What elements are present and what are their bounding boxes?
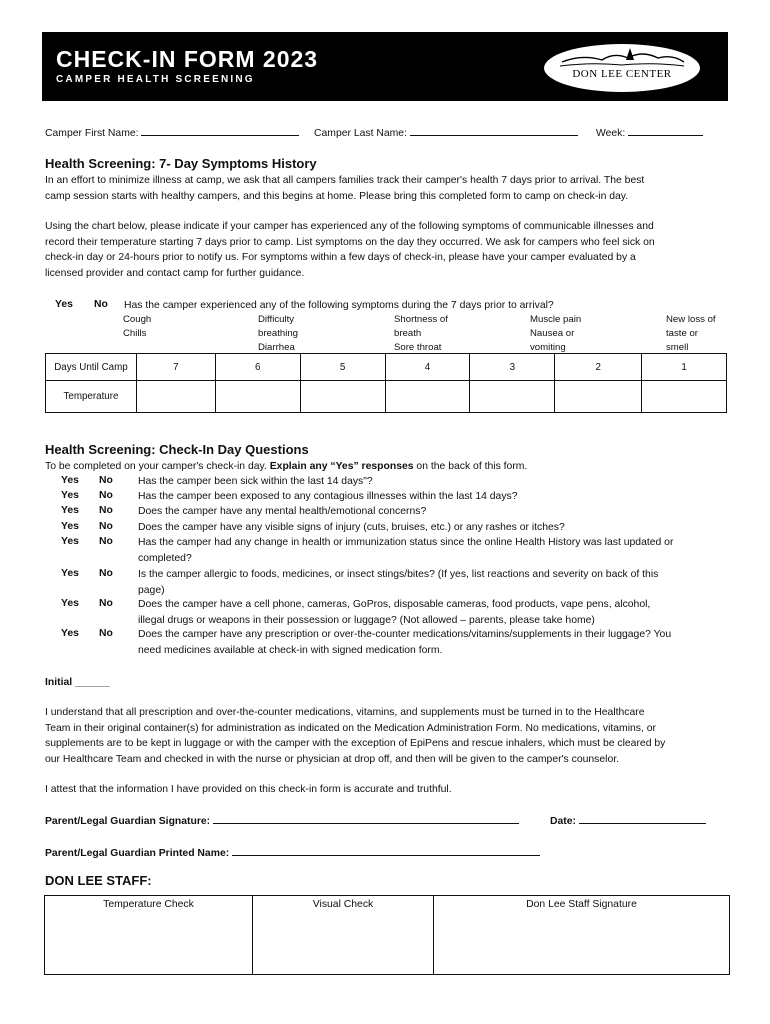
day-cell: 4 [385,354,470,381]
camper-first-name-row [45,125,299,142]
attestation: I attest that the information I have provided on this check-in form is accurate and truthful. [45,784,452,795]
question-text [138,597,728,628]
question-line: need medicines available at check-in with signed medication form. [138,644,443,656]
intro-text: To be completed on your camper's check-in day. [45,461,270,472]
symptom-col-2 [258,313,298,355]
symptom-item: Sore throat [394,342,442,353]
symptom-item: Nausea or [530,328,575,339]
week-label: Week: [596,128,626,139]
question-yes-option[interactable]: Yes [61,628,79,639]
para-line: licensed provider and contact camp for further guidance. [45,267,305,279]
temperature-input-cell[interactable] [136,381,215,413]
temperature-input-cell[interactable] [385,381,470,413]
para-line: record their temperature starting 7 days prior to camp. List symptoms on the day they occurred. We ask for campers who feel sick on [45,236,655,248]
question-no-option[interactable]: No [99,568,113,579]
day-cell: 7 [136,354,215,381]
visual-check-cell[interactable] [253,896,434,974]
symptoms-intro-paragraph [45,173,725,204]
question-no-option[interactable]: No [99,598,113,609]
printed-name-field[interactable] [232,845,540,856]
first-name-label: Camper First Name: [45,128,139,139]
day-cell: 5 [300,354,385,381]
question-no-option[interactable]: No [99,505,113,516]
intro-text: on the back of this form. [413,461,528,472]
temperature-label: Temperature [46,381,137,413]
question-line: Does the camper have a cell phone, cameras, GoPros, disposable cameras, food products, vape pens, alcohol, [138,599,651,610]
symptom-item: Muscle pain [530,314,582,325]
day-cell: 6 [215,354,300,381]
day-cell: 1 [642,354,727,381]
symptom-item: Chills [123,328,147,339]
symptoms-history-heading: Health Screening: 7- Day Symptoms History [45,156,317,171]
guardian-signature-row [45,813,519,830]
form-subtitle: CAMPER HEALTH SCREENING [56,74,255,85]
para-line: check-in day or 24-hours prior to notify us. For symptoms within a few days of check-in, please have your camper evaluated by a [45,252,636,263]
logo-text: DON LEE CENTER [572,68,672,80]
temperature-input-cell[interactable] [470,381,555,413]
temperature-input-cell[interactable] [215,381,300,413]
temperature-row [46,381,727,413]
question-line: Has the camper been sick within the last 14 days"? [138,476,373,487]
temperature-check-cell[interactable] [45,896,253,974]
symptom-col-1 [123,313,151,341]
symptom-col-5 [666,313,716,355]
guardian-signature-field[interactable] [213,813,519,824]
para-line: I understand that all prescription and over-the-counter medications, vitamins, and supplements must be turned in to the Healthcare [45,707,645,718]
symptom-item: Difficulty [258,314,295,325]
symptom-item: New loss of [666,314,716,325]
date-field[interactable] [579,813,706,824]
date-row [550,813,706,830]
symptom-item: Cough [123,314,152,325]
medication-statement [45,705,725,767]
form-title: CHECK-IN FORM 2023 [56,46,319,72]
symptom-item: breathing [258,328,299,339]
symptom-col-3 [394,313,448,355]
check-in-intro [45,459,527,475]
staff-heading: DON LEE STAFF: [45,873,152,888]
week-row [596,125,703,142]
symptom-item: Shortness of [394,314,448,325]
symptom-item: Diarrhea [258,342,295,353]
guardian-signature-label: Parent/Legal Guardian Signature: [45,816,211,827]
question-text [138,474,728,490]
days-row [46,354,727,381]
question-text [138,567,728,598]
printed-name-row [45,845,540,862]
question-no-option[interactable]: No [99,490,113,501]
question-line: Has the camper had any change in health or immunization status since the online Health History was last updated or [138,537,674,548]
day-cell: 2 [555,354,642,381]
question-line: Does the camper have any visible signs of injury (cuts, bruises, etc.) or any rashes or itches? [138,522,565,533]
question-no-option[interactable]: No [99,521,113,532]
question-no-option[interactable]: No [99,628,113,639]
days-until-camp-label: Days Until Camp [46,354,137,381]
temperature-input-cell[interactable] [555,381,642,413]
check-in-questions-heading: Health Screening: Check-In Day Questions [45,442,309,457]
temperature-input-cell[interactable] [642,381,727,413]
question-line: page) [138,584,165,596]
symptom-item: taste or [666,328,698,339]
para-line: our Healthcare Team and checked in with the nurse or physician at drop off, and then will be given to the camper's counselor. [45,753,619,765]
question-yes-option[interactable]: Yes [61,475,79,486]
para-line: In an effort to minimize illness at camp, we ask that all campers families track their camper's health 7 days prior to arrival. The best [45,175,645,186]
question-line: Is the camper allergic to foods, medicines, or insect stings/bites? (If yes, list reactions and severity on back of this [138,569,659,580]
para-line: camp session starts with healthy campers, and this begins at home. Please bring this completed form to camp on check-in day. [45,190,629,202]
first-name-field[interactable] [141,125,299,136]
para-line: Using the chart below, please indicate if your camper has experienced any of the following symptoms of communicable illnesses and [45,221,654,232]
question-line: Does the camper have any mental health/emotional concerns? [138,506,427,517]
question-text [138,504,728,520]
symptom-item: vomiting [530,342,566,353]
question-text [138,627,728,658]
staff-table [44,895,730,975]
don-lee-center-logo [542,38,702,96]
chart-instructions-paragraph [45,219,725,281]
last-name-field[interactable] [410,125,578,136]
question-yes-option[interactable]: Yes [61,505,79,516]
printed-name-label: Parent/Legal Guardian Printed Name: [45,848,230,859]
question-yes-option[interactable]: Yes [61,598,79,609]
question-line: Has the camper been exposed to any contagious illnesses within the last 14 days? [138,491,518,502]
question-no-option[interactable]: No [99,475,113,486]
symptom-col-4 [530,313,581,355]
date-label: Date: [550,816,576,827]
symptom-item: breath [394,328,422,339]
symptom-no-option[interactable]: No [94,299,108,310]
question-line: illegal drugs or weapons in their possession or luggage? (Not allowed – parents, please take home) [138,614,595,626]
question-text [138,535,728,566]
para-line: Team in their original container(s) for administration as indicated on the Medication Administration Form. No medications, vitamins, or [45,722,657,734]
question-yes-option[interactable]: Yes [61,490,79,501]
symptom-yes-option[interactable]: Yes [55,299,73,310]
day-cell: 3 [470,354,555,381]
temperature-input-cell[interactable] [300,381,385,413]
form-header [42,32,728,101]
intro-emphasis: Explain any “Yes” responses [269,461,414,472]
question-line: Does the camper have any prescription or over-the-counter medications/vitamins/supplements in their luggage? You [138,629,672,640]
question-line: completed? [138,552,192,564]
week-field[interactable] [628,125,703,136]
staff-signature-cell[interactable] [434,896,729,974]
question-yes-option[interactable]: Yes [61,536,79,547]
question-no-option[interactable]: No [99,536,113,547]
temperature-table [45,353,727,413]
symptom-question: Has the camper experienced any of the following symptoms during the 7 days prior to arrival? [124,300,554,311]
question-text [138,520,728,536]
visual-check-label: Visual Check [312,899,374,910]
para-line: supplements are to be kept in luggage or with the camper with the exception of EpiPens and rescue inhalers, which must be cleared by [45,738,666,749]
symptom-item: smell [666,342,689,353]
temperature-check-label: Temperature Check [103,899,194,910]
camper-last-name-row [314,125,578,142]
question-yes-option[interactable]: Yes [61,521,79,532]
question-text [138,489,728,505]
staff-signature-label: Don Lee Staff Signature [526,899,637,910]
question-yes-option[interactable]: Yes [61,568,79,579]
initial-field[interactable]: Initial ______ [45,677,110,688]
last-name-label: Camper Last Name: [314,128,407,139]
